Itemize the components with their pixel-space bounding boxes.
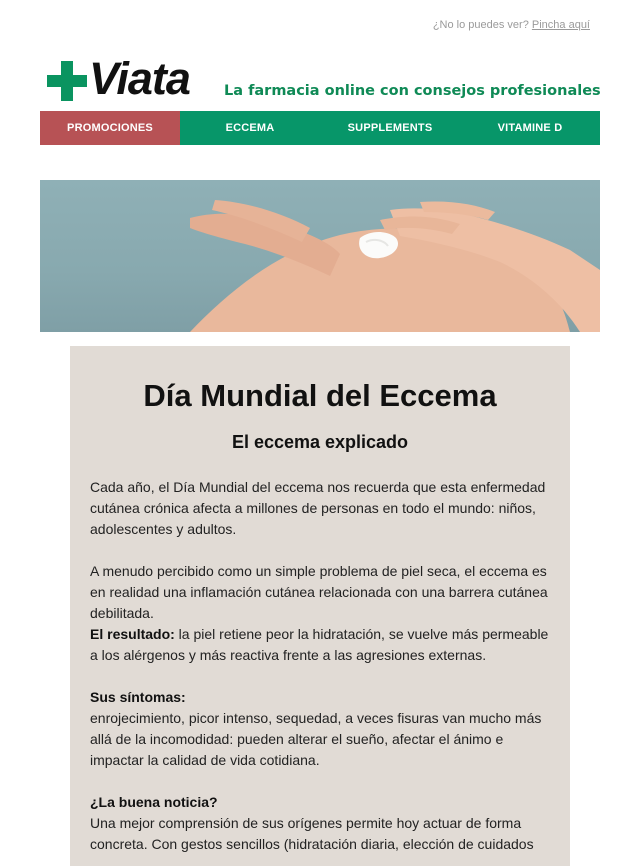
- symptoms-heading: [90, 687, 552, 708]
- hero-image-hands-cream: [40, 180, 600, 332]
- result-label: El resultado:: [90, 626, 175, 642]
- brand-tagline: La farmacia online con consejos profesionales: [224, 83, 601, 99]
- view-online-link[interactable]: Pincha aquí: [531, 19, 590, 31]
- nav-item-promociones[interactable]: PROMOCIONES: [40, 111, 180, 145]
- article-subtitle: El eccema explicado: [231, 432, 409, 452]
- paragraph-symptoms: enrojecimiento, picor intenso, sequedad, a veces fisuras van mucho más allá de la incomodidad: pueden alterar el sueño, afectar el ánimo e impactar la calidad de vida cotidiana.: [90, 710, 542, 768]
- hands-illustration: [40, 180, 600, 332]
- article-title: Día Mundial del Eccema: [143, 378, 497, 413]
- paragraph-good-news: Una mejor comprensión de sus orígenes permite hoy actuar de forma concreta. Con gestos sencillos (hidratación diaria, elección de cuidados: [90, 815, 534, 852]
- paragraph-intro: Cada año, el Día Mundial del eccema nos recuerda que esta enfermedad cutánea crónica afecta a millones de personas en todo el mundo: niños, adolescentes y adultos.: [90, 479, 546, 537]
- view-online-note: [433, 19, 590, 31]
- paragraph-explanation: A menudo percibido como un simple problema de piel seca, el eccema es en realidad una inflamación cutánea relacionada con una barrera cutánea debilitada.: [90, 563, 548, 621]
- article-body: [90, 477, 552, 855]
- symptoms-label: Sus síntomas:: [90, 689, 186, 705]
- article-card: [70, 346, 570, 866]
- paragraph-result: [90, 624, 552, 666]
- brand-name: Viata: [89, 53, 190, 104]
- good-news-label: ¿La buena noticia?: [90, 794, 218, 810]
- nav-item-vitamine-d[interactable]: VITAMINE D: [497, 122, 563, 134]
- main-nav: [40, 111, 600, 145]
- good-news-heading: [90, 792, 552, 813]
- viata-logo[interactable]: [47, 53, 601, 104]
- result-text: la piel retiene peor la hidratación, se vuelve más permeable a los alérgenos y más reactiva frente a las agresiones externas.: [90, 626, 549, 663]
- nav-item-supplements[interactable]: SUPPLEMENTS: [347, 122, 433, 134]
- cant-see-text: ¿No lo puedes ver?: [432, 19, 529, 31]
- nav-item-eccema[interactable]: ECCEMA: [225, 122, 275, 134]
- pharmacy-cross-icon: [47, 61, 87, 101]
